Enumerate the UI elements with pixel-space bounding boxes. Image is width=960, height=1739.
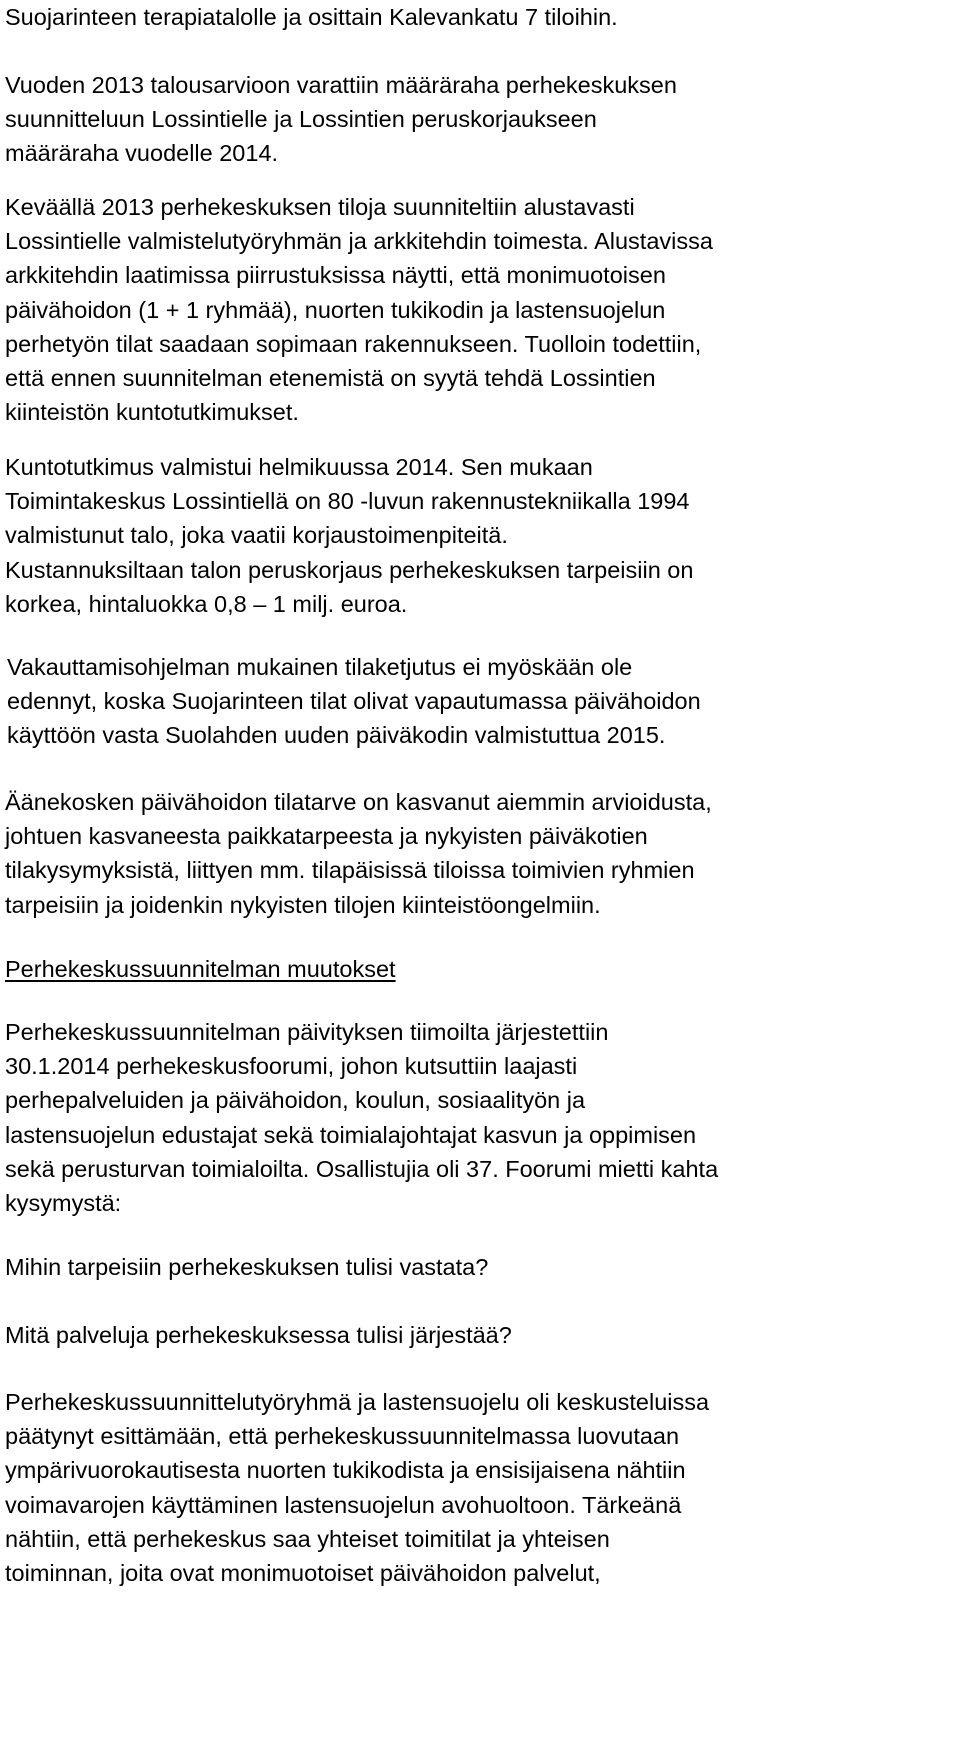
text-line: tilakysymyksistä, liittyen mm. tilapäisissä tiloissa toimivien ryhmien [5,857,695,884]
question-1 [5,1250,955,1284]
text-line: edennyt, koska Suojarinteen tilat olivat vapautumassa päivähoidon [7,688,701,715]
text-line: arkkitehdin laatimissa piirrustuksissa näytti, että monimuotoisen [5,262,666,289]
paragraph-perhekeskusfoorumi [5,1015,955,1220]
text-line: kysymystä: [5,1189,122,1216]
section-heading [5,952,955,986]
text-line: nähtiin, että perhekeskus saa yhteiset toimitilat ja yhteisen [5,1525,610,1552]
paragraph-vakauttamisohjelma [7,650,957,753]
text-line: tarpeisiin ja joidenkin nykyisten tilojen kiinteistöongelmiin. [5,891,601,918]
text-line: Toimintakeskus Lossintiellä on 80 -luvun rakennustekniikalla 1994 [5,488,690,515]
text-line: Mihin tarpeisiin perhekeskuksen tulisi vastata? [5,1254,489,1280]
paragraph-talousarvio-2013 [5,68,955,171]
text-line: Suojarinteen terapiatalolle ja osittain Kalevankatu 7 tiloihin. [5,4,618,30]
paragraph-suojarinne-intro [5,0,955,34]
text-line: Perhekeskussuunnitelman päivityksen tiimoilta järjestettiin [5,1019,609,1045]
text-line: Vakauttamisohjelman mukainen tilaketjutus ei myöskään ole [7,654,633,680]
text-line: korkea, hintaluokka 0,8 – 1 milj. euroa. [5,590,408,617]
text-line: Kustannuksiltaan talon peruskorjaus perhekeskuksen tarpeisiin on [5,556,694,583]
text-line: päätynyt esittämään, että perhekeskussuunnitelmassa luovutaan [5,1423,680,1450]
text-line: Perhekeskussuunnittelutyöryhmä ja lastensuojelu oli keskusteluissa [5,1389,710,1415]
paragraph-paivahoidon-tilatarve [5,785,955,922]
text-line: valmistunut talo, joka vaatii korjaustoimenpiteitä. [5,522,508,549]
text-line: Vuoden 2013 talousarvioon varattiin määräraha perhekeskuksen [5,72,677,98]
paragraph-kuntotutkimus [5,450,955,621]
text-line: 30.1.2014 perhekeskusfoorumi, johon kutsuttiin laajasti [5,1053,578,1080]
text-line: Mitä palveluja perhekeskuksessa tulisi järjestää? [5,1322,512,1348]
text-line: toiminnan, joita ovat monimuotoiset päivähoidon palvelut, [5,1559,601,1586]
text-line: sekä perusturvan toimialoilta. Osallistujia oli 37. Foorumi mietti kahta [5,1155,719,1182]
text-line: voimavarojen käyttäminen lastensuojelun avohuoltoon. Tärkeänä [5,1491,682,1518]
text-line: Keväällä 2013 perhekeskuksen tiloja suunniteltiin alustavasti [5,194,635,220]
text-line: Lossintielle valmistelutyöryhmän ja arkkitehdin toimesta. Alustavissa [5,228,713,255]
paragraph-tyoryhman-esitys [5,1385,955,1590]
text-line: lastensuojelun edustajat sekä toimialajohtajat kasvun ja oppimisen [5,1121,697,1148]
text-line: Kuntotutkimus valmistui helmikuussa 2014. Sen mukaan [5,454,593,480]
text-line: käyttöön vasta Suolahden uuden päiväkodin valmistuttua 2015. [7,722,666,749]
text-line: perhetyön tilat saadaan sopimaan rakennukseen. Tuolloin todettiin, [5,330,702,357]
text-line: perhepalveluiden ja päivähoidon, koulun, sosiaalityön ja [5,1087,586,1114]
text-line: ympärivuorokautisesta nuorten tukikodista ja ensisijaisena nähtiin [5,1457,686,1484]
text-line: suunnitteluun Lossintielle ja Lossintien peruskorjaukseen [5,106,597,133]
text-line: määräraha vuodelle 2014. [5,140,279,167]
text-line: että ennen suunnitelman etenemistä on syytä tehdä Lossintien [5,364,656,391]
text-line: kiinteistön kuntotutkimukset. [5,399,299,426]
question-2 [5,1318,955,1352]
text-line: johtuen kasvaneesta paikkatarpeesta ja nykyisten päiväkotien [5,823,648,850]
text-line: päivähoidon (1 + 1 ryhmää), nuorten tukikodin ja lastensuojelun [5,296,666,323]
paragraph-tilasuunnittelu-2013 [5,190,955,429]
text-line: Äänekosken päivähoidon tilatarve on kasvanut aiemmin arvioidusta, [5,789,712,815]
section-heading-text: Perhekeskussuunnitelman muutokset [5,956,396,982]
